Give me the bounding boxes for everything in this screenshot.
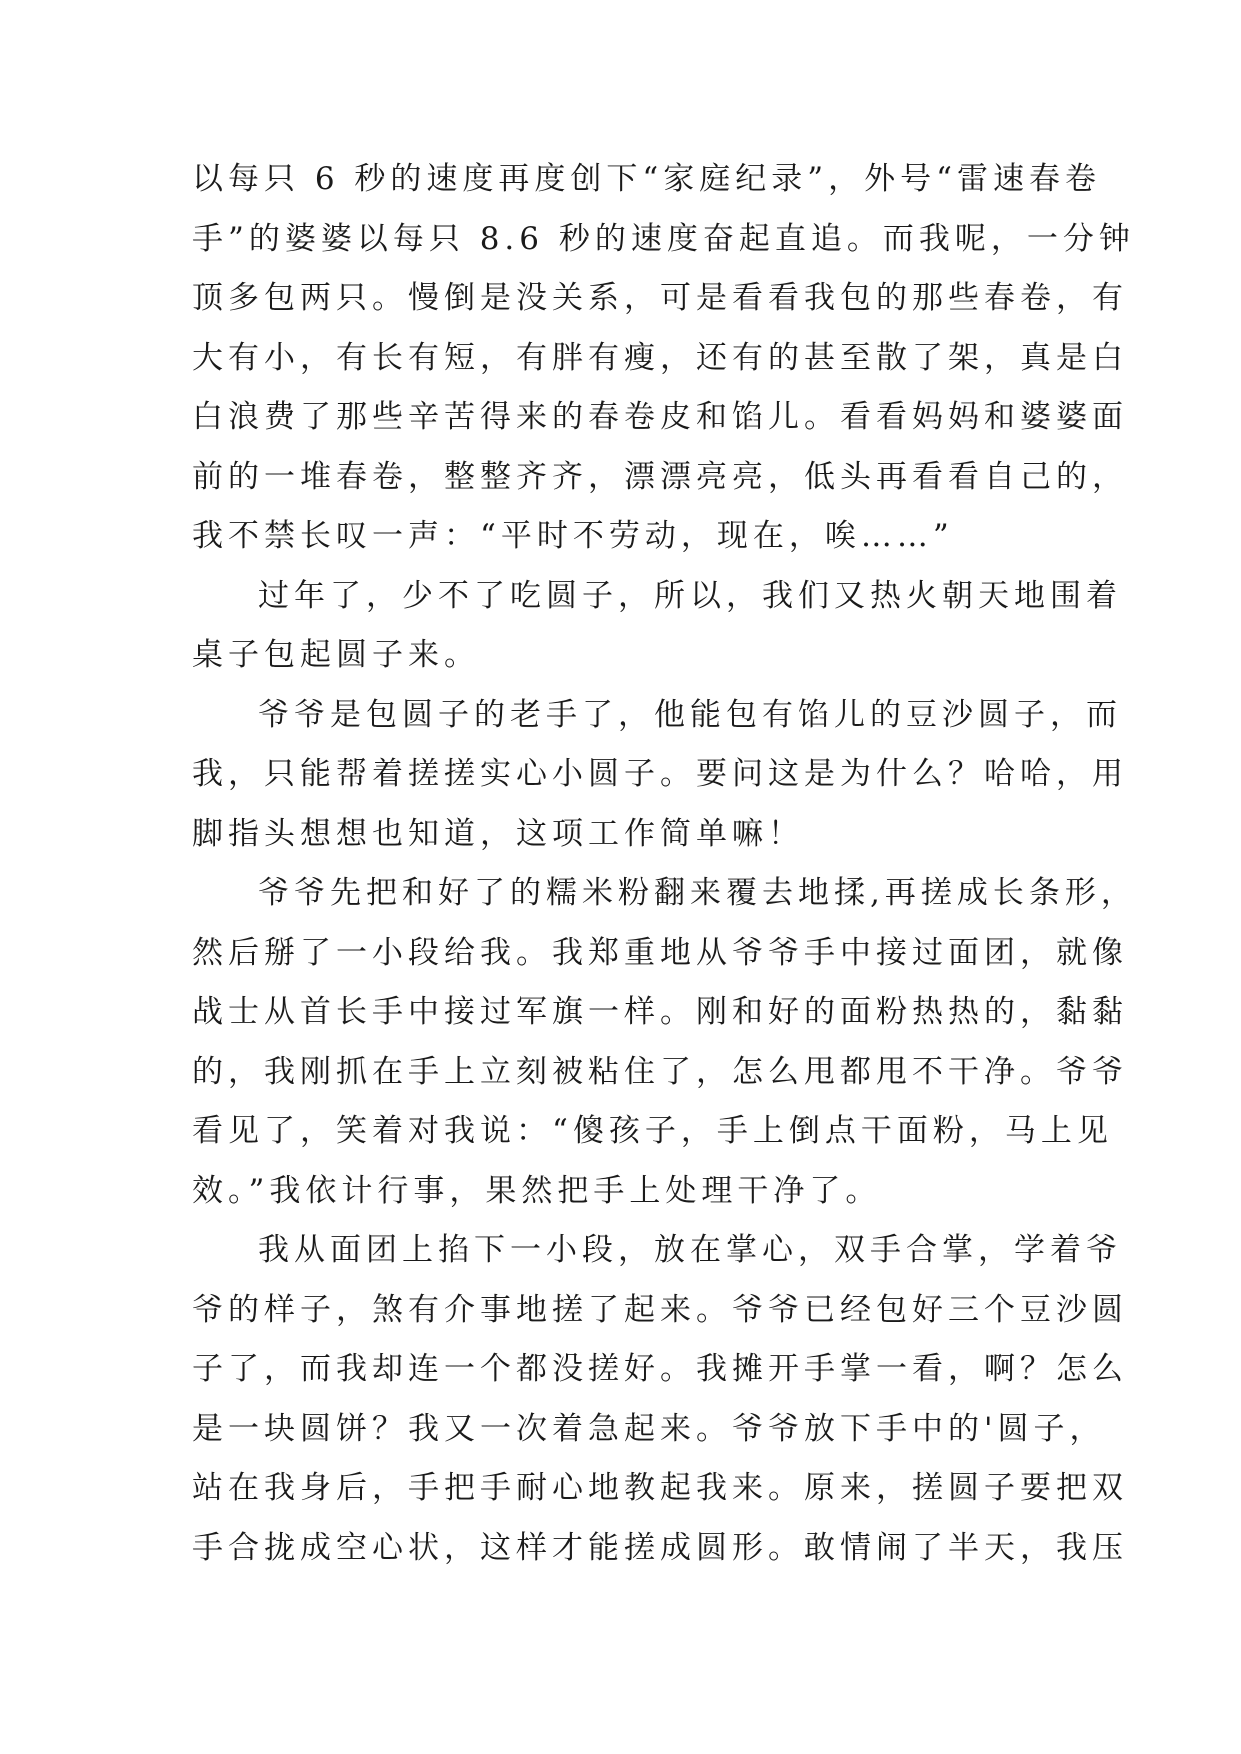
- text-line: 爷的样子，煞有介事地搓了起来。爷爷已经包好三个豆沙圆: [192, 1291, 1128, 1328]
- text-line: 站在我身后，手把手耐心地教起我来。原来，搓圆子要把双: [192, 1470, 1128, 1506]
- text-line: 脚指头想想也知道，这项工作简单嘛！: [192, 815, 804, 852]
- text-line: 以每只 6 秒的速度再度创下“家庭纪录”，外号“雷速春卷: [192, 161, 1101, 197]
- text-line: 我，只能帮着搓搓实心小圆子。要问这是为什么？哈哈，用: [192, 756, 1128, 792]
- text-line: 桌子包起圆子来。: [192, 637, 480, 673]
- text-line: 我不禁长叹一声：“平时不劳动，现在，唉……”: [192, 518, 954, 554]
- text-line: 的，我刚抓在手上立刻被粘住了，怎么甩都甩不干净。爷爷: [192, 1053, 1128, 1090]
- text-line: 看见了，笑着对我说：“傻孩子，手上倒点干面粉，马上见: [192, 1113, 1113, 1149]
- text-line: 手”的婆婆以每只 8.6 秒的速度奋起直追。而我呢，一分钟: [192, 220, 1135, 257]
- text-line: 然后掰了一小段给我。我郑重地从爷爷手中接过面团，就像: [192, 934, 1128, 971]
- text-line: 我从面团上掐下一小段，放在掌心，双手合掌，学着爷: [258, 1232, 1122, 1268]
- paragraph: [192, 150, 1135, 567]
- paragraph: [192, 567, 1122, 686]
- paragraph: [192, 686, 1128, 865]
- text-line: 是一块圆饼？我又一次着急起来。爷爷放下手中的'圆子，: [192, 1410, 1106, 1447]
- text-line: 爷爷是包圆子的老手了，他能包有馅儿的豆沙圆子，而: [258, 696, 1122, 733]
- text-line: 效。”我依计行事，果然把手上处理干净了。: [192, 1172, 882, 1209]
- text-line: 爷爷先把和好了的糯米粉翻来覆去地揉,再搓成长条形，: [258, 875, 1137, 911]
- paragraph: [192, 1221, 1128, 1578]
- text-line: 前的一堆春卷，整整齐齐，漂漂亮亮，低头再看看自己的，: [192, 458, 1128, 495]
- paragraph: [192, 864, 1137, 1221]
- text-line: 手合拢成空心状，这样才能搓成圆形。敢情闹了半天，我压: [192, 1529, 1128, 1566]
- text-line: 战士从首长手中接过军旗一样。刚和好的面粉热热的，黏黏: [192, 994, 1128, 1030]
- text-line: 过年了，少不了吃圆子，所以，我们又热火朝天地围着: [258, 577, 1122, 614]
- text-line: 白浪费了那些辛苦得来的春卷皮和馅儿。看看妈妈和婆婆面: [192, 399, 1128, 435]
- text-line: 子了，而我却连一个都没搓好。我摊开手掌一看，啊？怎么: [192, 1351, 1128, 1387]
- text-line: 大有小，有长有短，有胖有瘦，还有的甚至散了架，真是白: [192, 339, 1128, 376]
- text-line: 顶多包两只。慢倒是没关系，可是看看我包的那些春卷，有: [192, 280, 1128, 316]
- document-page: [192, 150, 1137, 1578]
